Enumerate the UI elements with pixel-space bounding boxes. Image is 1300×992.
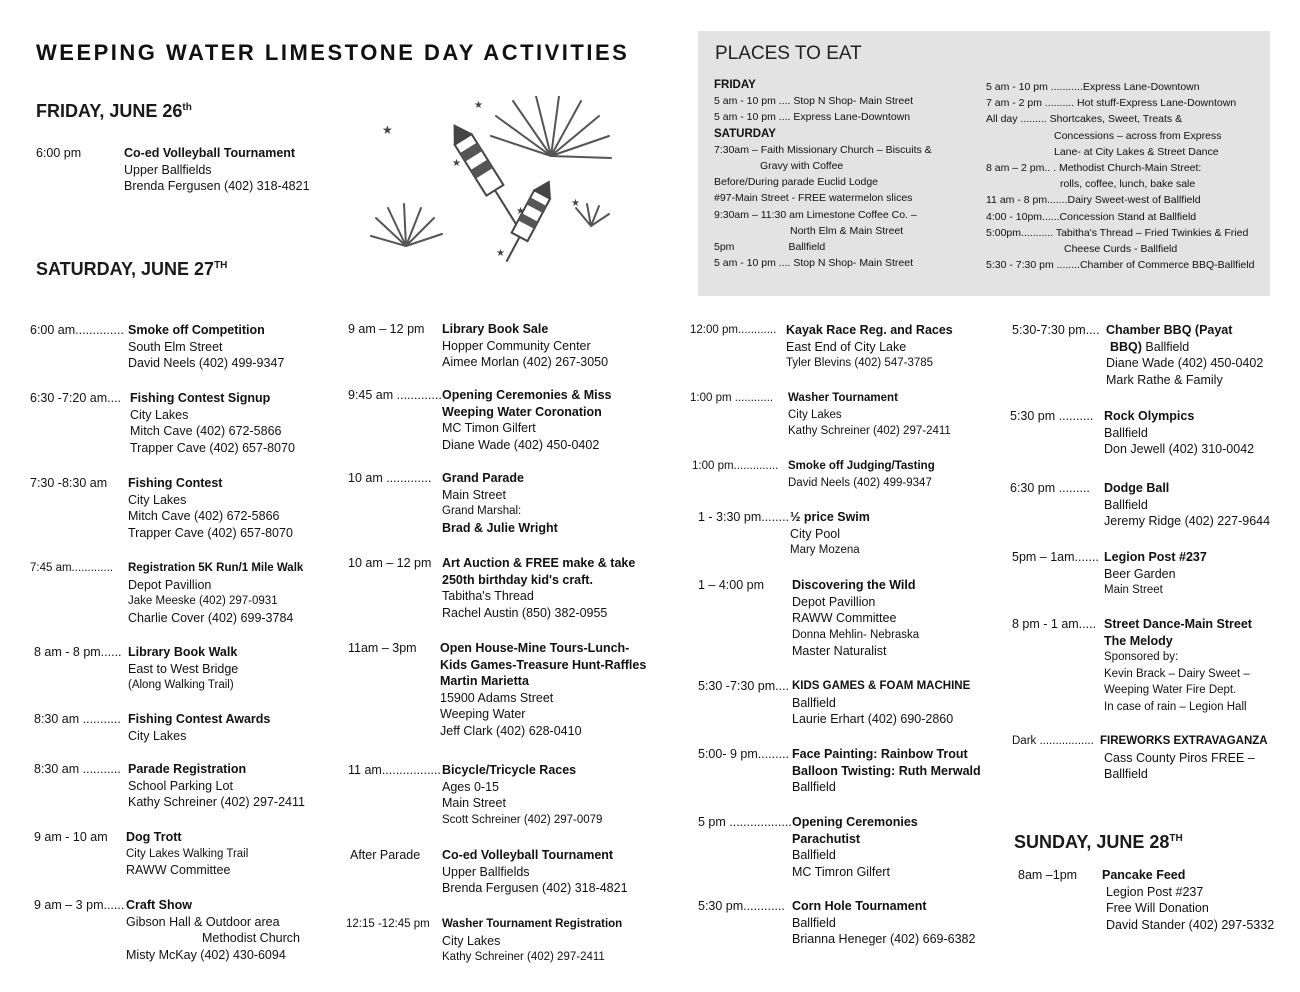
saturday-heading: SATURDAY, JUNE 27TH (36, 259, 228, 279)
places-to-eat-panel (698, 31, 1270, 296)
sunday-heading: SUNDAY, JUNE 28TH (1014, 832, 1183, 852)
svg-text:★: ★ (516, 206, 525, 217)
svg-text:★: ★ (496, 248, 505, 259)
svg-text:★: ★ (452, 158, 461, 169)
svg-text:★: ★ (382, 123, 393, 137)
fireworks-rockets-icon (366, 96, 616, 276)
places-to-eat-right: 5 am - 10 pm ...........Express Lane-Downtown 7 am - 2 pm .......... Hot stuff-Express Lane-Downtown All day ......... Shortcakes, Sweet, Treats & Concessions – across from Express Lane- at City Lakes & Street Dance 8 am – 2 pm.. . Methodist Church-Main Street: rolls, coffee, lunch, bake sale 11 am - 8 pm.......Dairy Sweet-west of Ballfield 4:00 - 10pm......Concession Stand at Ballfield 5:00pm........... Tabitha's Thread – Fried Twinkies & Fried Cheese Curds - Ballfield 5:30 - 7:30 pm ........Chamber of Commerce BBQ-Ballfield (986, 81, 1255, 272)
places-to-eat-left: FRIDAY 5 am - 10 pm .... Stop N Shop- Main Street 5 am - 10 pm .... Express Lane-Downtown SATURDAY 7:30am – Faith Missionary Church – Biscuits & Gravy with Coffee Before/During parade Euclid Lodge #97-Main Street - FREE watermelon slices 9:30am – 11:30 am Limestone Coffee Co. – North Elm & Main Street 5pm Ballfield 5 am - 10 pm .... Stop N Shop- Main Street (714, 79, 932, 270)
places-to-eat-title: PLACES TO EAT (715, 43, 862, 64)
svg-text:★: ★ (474, 100, 483, 111)
svg-text:★: ★ (571, 198, 580, 209)
page-title: WEEPING WATER LIMESTONE DAY ACTIVITIES (36, 40, 630, 65)
friday-heading: FRIDAY, JUNE 26th (36, 101, 192, 121)
